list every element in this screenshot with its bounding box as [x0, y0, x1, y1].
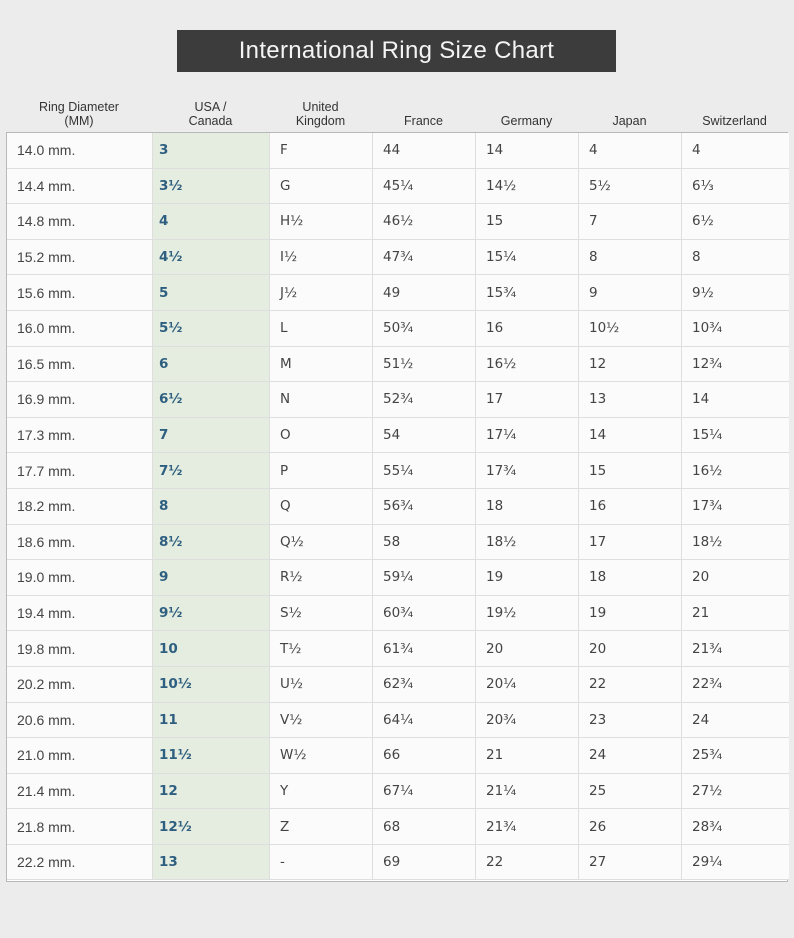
cell-usa: 7½	[153, 453, 270, 489]
cell-uk: I½	[270, 240, 373, 276]
table-row	[7, 382, 787, 418]
cell-usa: 6	[153, 347, 270, 383]
cell-switzerland: 10¾	[682, 311, 789, 347]
cell-switzerland: 18½	[682, 525, 789, 561]
cell-germany: 20¼	[476, 667, 579, 703]
table-row	[7, 240, 787, 276]
cell-france: 49	[373, 275, 476, 311]
cell-diameter: 21.0 mm.	[7, 738, 153, 774]
table-row	[7, 169, 787, 205]
cell-usa: 8½	[153, 525, 270, 561]
cell-france: 66	[373, 738, 476, 774]
cell-france: 62¾	[373, 667, 476, 703]
cell-japan: 5½	[579, 169, 682, 205]
cell-germany: 20¾	[476, 703, 579, 739]
cell-usa: 7	[153, 418, 270, 454]
cell-usa: 11	[153, 703, 270, 739]
cell-germany: 16½	[476, 347, 579, 383]
cell-diameter: 19.0 mm.	[7, 560, 153, 596]
cell-diameter: 14.4 mm.	[7, 169, 153, 205]
table-row	[7, 204, 787, 240]
cell-diameter: 14.0 mm.	[7, 133, 153, 169]
cell-uk: O	[270, 418, 373, 454]
cell-germany: 15¾	[476, 275, 579, 311]
table-row	[7, 560, 787, 596]
cell-diameter: 19.8 mm.	[7, 631, 153, 667]
cell-diameter: 22.2 mm.	[7, 845, 153, 881]
cell-uk: V½	[270, 703, 373, 739]
cell-usa: 5½	[153, 311, 270, 347]
cell-japan: 20	[579, 631, 682, 667]
cell-usa: 9½	[153, 596, 270, 632]
cell-usa: 8	[153, 489, 270, 525]
cell-switzerland: 15¼	[682, 418, 789, 454]
table-row	[7, 845, 787, 881]
cell-uk: H½	[270, 204, 373, 240]
size-table	[6, 132, 788, 882]
cell-uk: N	[270, 382, 373, 418]
table-row	[7, 489, 787, 525]
cell-france: 68	[373, 809, 476, 845]
cell-diameter: 18.6 mm.	[7, 525, 153, 561]
table-row	[7, 133, 787, 169]
cell-uk: Z	[270, 809, 373, 845]
cell-japan: 16	[579, 489, 682, 525]
cell-diameter: 16.0 mm.	[7, 311, 153, 347]
cell-diameter: 19.4 mm.	[7, 596, 153, 632]
cell-japan: 13	[579, 382, 682, 418]
cell-japan: 25	[579, 774, 682, 810]
cell-usa: 13	[153, 845, 270, 881]
cell-diameter: 16.5 mm.	[7, 347, 153, 383]
cell-germany: 18½	[476, 525, 579, 561]
cell-japan: 27	[579, 845, 682, 881]
cell-uk: L	[270, 311, 373, 347]
cell-france: 67¼	[373, 774, 476, 810]
cell-switzerland: 24	[682, 703, 789, 739]
header-germany: Germany	[500, 114, 553, 128]
cell-france: 55¼	[373, 453, 476, 489]
cell-switzerland: 28¾	[682, 809, 789, 845]
cell-diameter: 21.4 mm.	[7, 774, 153, 810]
cell-france: 54	[373, 418, 476, 454]
cell-usa: 3	[153, 133, 270, 169]
cell-switzerland: 25¾	[682, 738, 789, 774]
table-row	[7, 596, 787, 632]
cell-usa: 4½	[153, 240, 270, 276]
table-row	[7, 453, 787, 489]
cell-france: 51½	[373, 347, 476, 383]
cell-germany: 17¼	[476, 418, 579, 454]
header-usa-canada: USA / Canada	[188, 100, 233, 128]
cell-uk: P	[270, 453, 373, 489]
cell-japan: 26	[579, 809, 682, 845]
cell-uk: Q½	[270, 525, 373, 561]
cell-france: 45¼	[373, 169, 476, 205]
cell-diameter: 20.2 mm.	[7, 667, 153, 703]
cell-diameter: 14.8 mm.	[7, 204, 153, 240]
cell-switzerland: 9½	[682, 275, 789, 311]
cell-switzerland: 6½	[682, 204, 789, 240]
table-row	[7, 311, 787, 347]
cell-diameter: 15.2 mm.	[7, 240, 153, 276]
cell-japan: 15	[579, 453, 682, 489]
cell-switzerland: 16½	[682, 453, 789, 489]
cell-france: 44	[373, 133, 476, 169]
cell-uk: -	[270, 845, 373, 881]
cell-switzerland: 12¾	[682, 347, 789, 383]
cell-uk: R½	[270, 560, 373, 596]
cell-switzerland: 21	[682, 596, 789, 632]
header-ring-diameter: Ring Diameter (MM)	[39, 100, 119, 128]
cell-switzerland: 8	[682, 240, 789, 276]
cell-france: 58	[373, 525, 476, 561]
cell-france: 56¾	[373, 489, 476, 525]
cell-france: 52¾	[373, 382, 476, 418]
cell-germany: 19½	[476, 596, 579, 632]
table-row	[7, 667, 787, 703]
cell-germany: 19	[476, 560, 579, 596]
cell-diameter: 21.8 mm.	[7, 809, 153, 845]
header-japan: Japan	[612, 114, 647, 128]
cell-japan: 19	[579, 596, 682, 632]
cell-france: 64¼	[373, 703, 476, 739]
cell-usa: 12½	[153, 809, 270, 845]
cell-france: 47¾	[373, 240, 476, 276]
cell-japan: 17	[579, 525, 682, 561]
cell-usa: 5	[153, 275, 270, 311]
table-row	[7, 347, 787, 383]
cell-germany: 17	[476, 382, 579, 418]
cell-uk: Q	[270, 489, 373, 525]
cell-germany: 18	[476, 489, 579, 525]
cell-uk: S½	[270, 596, 373, 632]
cell-germany: 21¾	[476, 809, 579, 845]
cell-switzerland: 20	[682, 560, 789, 596]
cell-france: 59¼	[373, 560, 476, 596]
table-row	[7, 809, 787, 845]
cell-diameter: 17.3 mm.	[7, 418, 153, 454]
cell-uk: U½	[270, 667, 373, 703]
cell-diameter: 17.7 mm.	[7, 453, 153, 489]
cell-usa: 3½	[153, 169, 270, 205]
cell-uk: W½	[270, 738, 373, 774]
cell-usa: 10½	[153, 667, 270, 703]
cell-france: 69	[373, 845, 476, 881]
table-row	[7, 703, 787, 739]
cell-japan: 8	[579, 240, 682, 276]
cell-diameter: 15.6 mm.	[7, 275, 153, 311]
cell-germany: 22	[476, 845, 579, 881]
table-row	[7, 631, 787, 667]
cell-japan: 23	[579, 703, 682, 739]
chart-title: International Ring Size Chart	[177, 30, 616, 72]
cell-switzerland: 27½	[682, 774, 789, 810]
cell-usa: 11½	[153, 738, 270, 774]
cell-germany: 20	[476, 631, 579, 667]
cell-japan: 18	[579, 560, 682, 596]
cell-uk: M	[270, 347, 373, 383]
cell-usa: 6½	[153, 382, 270, 418]
cell-germany: 21¼	[476, 774, 579, 810]
table-row	[7, 525, 787, 561]
cell-japan: 4	[579, 133, 682, 169]
table-row	[7, 418, 787, 454]
cell-japan: 12	[579, 347, 682, 383]
cell-diameter: 16.9 mm.	[7, 382, 153, 418]
cell-switzerland: 4	[682, 133, 789, 169]
cell-france: 50¾	[373, 311, 476, 347]
cell-japan: 10½	[579, 311, 682, 347]
cell-uk: G	[270, 169, 373, 205]
header-switzerland: Switzerland	[702, 114, 767, 128]
cell-japan: 22	[579, 667, 682, 703]
table-row	[7, 275, 787, 311]
cell-germany: 15¼	[476, 240, 579, 276]
cell-france: 60¾	[373, 596, 476, 632]
cell-germany: 16	[476, 311, 579, 347]
cell-japan: 14	[579, 418, 682, 454]
column-headers	[6, 96, 788, 130]
cell-switzerland: 22¾	[682, 667, 789, 703]
cell-japan: 24	[579, 738, 682, 774]
cell-diameter: 18.2 mm.	[7, 489, 153, 525]
cell-usa: 12	[153, 774, 270, 810]
cell-switzerland: 6⅓	[682, 169, 789, 205]
cell-diameter: 20.6 mm.	[7, 703, 153, 739]
cell-germany: 14	[476, 133, 579, 169]
cell-germany: 17¾	[476, 453, 579, 489]
cell-japan: 7	[579, 204, 682, 240]
cell-uk: J½	[270, 275, 373, 311]
cell-france: 46½	[373, 204, 476, 240]
cell-japan: 9	[579, 275, 682, 311]
cell-uk: F	[270, 133, 373, 169]
cell-usa: 10	[153, 631, 270, 667]
cell-germany: 15	[476, 204, 579, 240]
cell-france: 61¾	[373, 631, 476, 667]
cell-switzerland: 21¾	[682, 631, 789, 667]
cell-germany: 21	[476, 738, 579, 774]
table-row	[7, 738, 787, 774]
cell-germany: 14½	[476, 169, 579, 205]
cell-switzerland: 17¾	[682, 489, 789, 525]
cell-switzerland: 14	[682, 382, 789, 418]
header-france: France	[404, 114, 443, 128]
header-united-kingdom: United Kingdom	[295, 100, 346, 128]
table-row	[7, 774, 787, 810]
cell-usa: 4	[153, 204, 270, 240]
cell-uk: Y	[270, 774, 373, 810]
cell-usa: 9	[153, 560, 270, 596]
cell-switzerland: 29¼	[682, 845, 789, 881]
cell-uk: T½	[270, 631, 373, 667]
